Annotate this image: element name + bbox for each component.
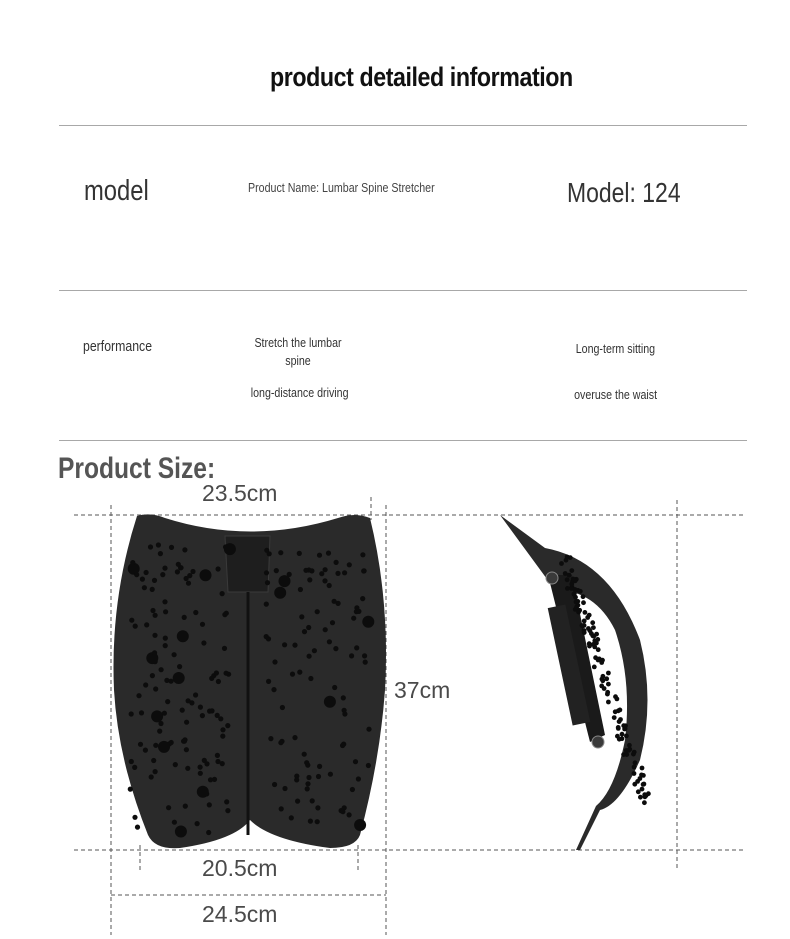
product-name: Product Name: Lumbar Spine Stretcher (248, 180, 435, 195)
stretcher-side-view (500, 515, 651, 850)
performance-label: performance (83, 338, 153, 355)
dimension-top-width: 23.5cm (202, 480, 278, 506)
dimension-height: 37cm (394, 677, 451, 703)
performance-item: Long-term sitting (575, 341, 656, 356)
performance-item: long-distance driving (251, 385, 349, 400)
model-label: model (84, 175, 149, 207)
dimension-bottom-width: 24.5cm (202, 901, 278, 927)
dimension-inner-width: 20.5cm (202, 855, 278, 881)
page-title: product detailed information (270, 62, 573, 92)
performance-item: overuse the waist (574, 387, 657, 402)
product-size-label: Product Size: (58, 452, 216, 485)
performance-item: Stretch the lumbar spine (254, 335, 342, 368)
stretcher-front-view (113, 514, 386, 848)
model-value: Model: 124 (567, 177, 681, 208)
